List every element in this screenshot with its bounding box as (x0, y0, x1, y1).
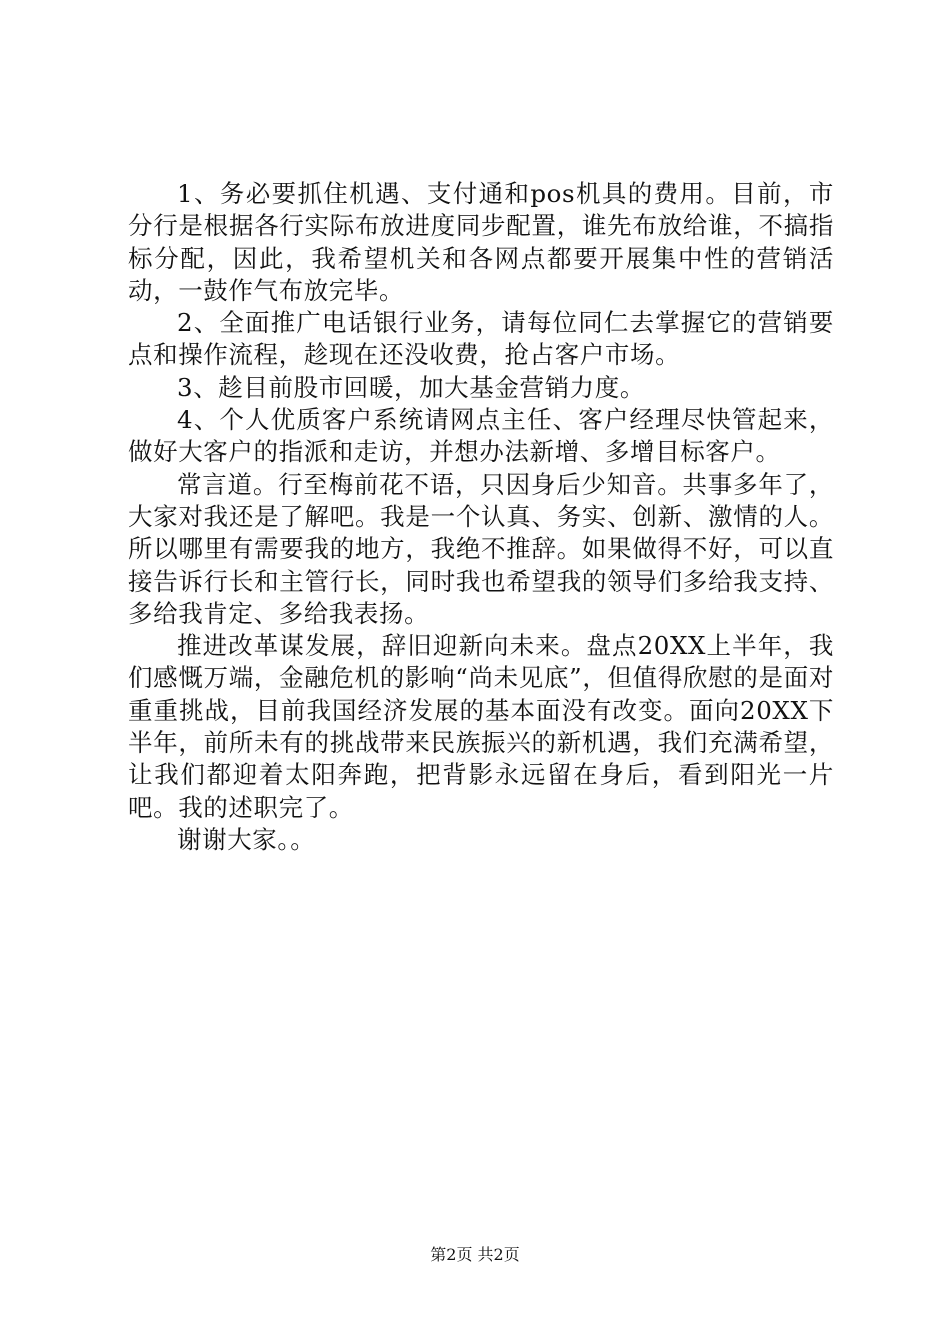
paragraph-item-4: 4、个人优质客户系统请网点主任、客户经理尽快管起来，做好大客户的指派和走访，并想办法新增、多增目标客户。 (128, 405, 834, 467)
paragraph-thanks: 谢谢大家。。 (177, 824, 316, 854)
page-number-footer: 第2页 共2页 (430, 1245, 520, 1264)
paragraph-closing-remarks: 常言道。行至梅前花不语，只因身后少知音。共事多年了，大家对我还是了解吧。我是一个认真、务实、创新、激情的人。所以哪里有需要我的地方，我绝不推辞。如果做得不好，可以直接告诉行长和主管行长，同时我也希望我的领导们多给我支持、多给我肯定、多给我表扬。 (128, 469, 834, 628)
paragraph-item-2: 2、全面推广电话银行业务，请每位同仁去掌握它的营销要点和操作流程，趁现在还没收费，抢占客户市场。 (128, 308, 834, 370)
document-body (128, 178, 834, 856)
paragraph-outlook: 推进改革谋发展，辞旧迎新向未来。盘点20XX上半年，我们感慨万端，金融危机的影响“尚未见底”，但值得欣慰的是面对重重挑战，目前我国经济发展的基本面没有改变。面向20XX下半年，前所未有的挑战带来民族振兴的新机遇，我们充满希望，让我们都迎着太阳奔跑，把背影永远留在身后，看到阳光一片吧。我的述职完了。 (128, 631, 834, 822)
paragraph-item-3: 3、趁目前股市回暖，加大基金营销力度。 (177, 372, 645, 402)
paragraph-item-1: 1、务必要抓住机遇、支付通和pos机具的费用。目前，市分行是根据各行实际布放进度同步配置，谁先布放给谁，不搞指标分配，因此，我希望机关和各网点都要开展集中性的营销活动，一鼓作气布放完毕。 (128, 179, 834, 305)
